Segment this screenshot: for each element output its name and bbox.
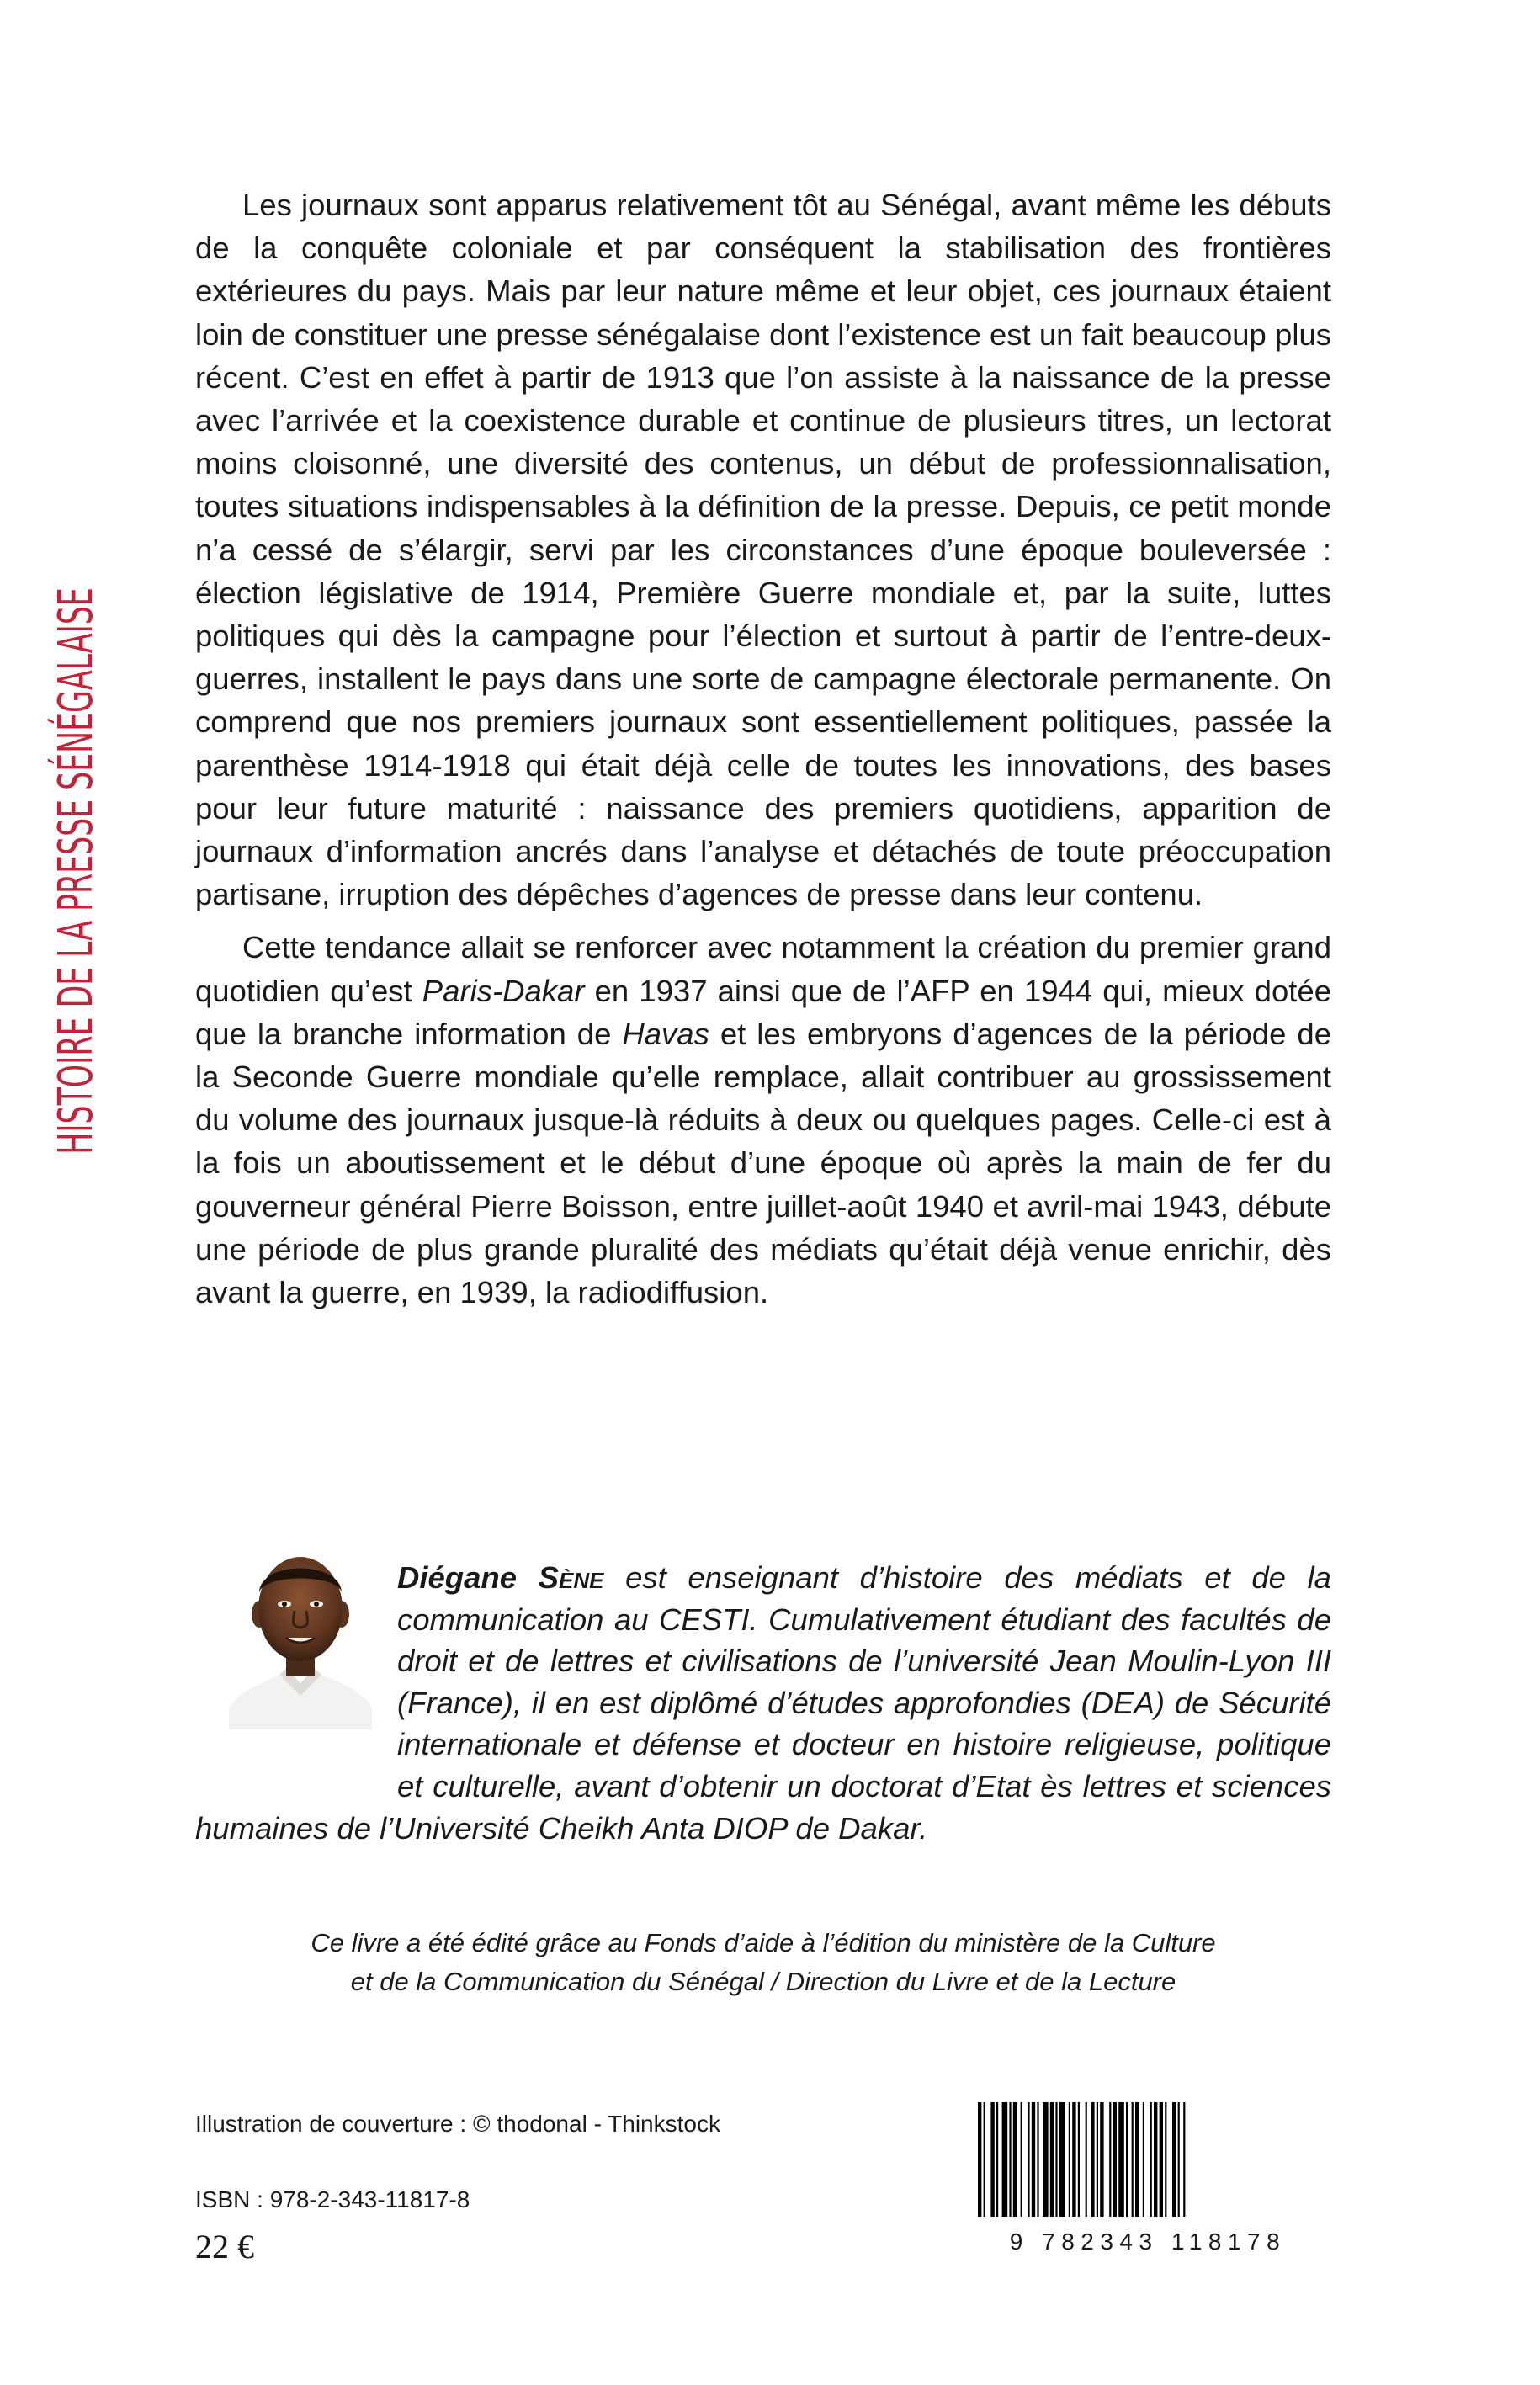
barcode-bar [1059, 2102, 1065, 2220]
barcode-bar [996, 2102, 998, 2220]
author-last-name: Sène [538, 1560, 604, 1595]
barcode-bar [1021, 2102, 1022, 2220]
barcode-bar [1160, 2102, 1163, 2220]
funding-line-1: Ce livre a été édité grâce au Fonds d’aide à l’édition du ministère de la Culture [311, 1928, 1216, 1957]
barcode-bar [1072, 2102, 1075, 2220]
barcode-bar [1172, 2102, 1176, 2220]
author-bio-text: est enseignant d’histoire des médiats et de la communication au CESTI. Cumulativement étudiant des facultés de droit et de lettres et civilisations de l’université Jean Moulin-Lyon III (France), il en est diplômé d’études approfondies (DEA) de Sécurité internationale et défense et docteur en histoire religieuse, politique et culturelle, avant d’obtenir un doctorat d’Etat ès lettres et sciences humaines de l’Université Cheikh Anta DIOP de Dakar. [195, 1560, 1331, 1846]
paragraph-2: Cette tendance allait se renforcer avec notamment la création du premier grand quotidien qu’est Paris-Dakar en 1937 ainsi que de l’AFP en 1944 qui, mieux dotée que la branche information de Havas et les embryons d’agences de la période de la Seconde Guerre mondiale qu’elle remplace, allait contribuer au grossissement du volume des journaux jusque-là réduits à deux ou quelques pages. Celle-ci est à la fois un aboutissement et le début d’une époque où après la main de fer du gouverneur général Pierre Boisson, entre juillet-août 1940 et avril-mai 1943, débute une période de plus grande pluralité des médiats qu’était déjà venue enrichir, dès avant la guerre, en 1939, la radiodiffusion. [195, 930, 1331, 1310]
barcode-bar [1109, 2102, 1111, 2220]
price: 22 € [195, 2228, 254, 2265]
barcode-bar [1055, 2102, 1057, 2220]
spine-title: HISTOIRE DE LA PRESSE SÉNÉGALAISE [48, 587, 104, 1155]
barcode-bar [1078, 2102, 1080, 2220]
funding-note [195, 1924, 1331, 2001]
barcode-bar [1032, 2102, 1035, 2220]
barcode-bar [1043, 2102, 1049, 2220]
barcode-bar [1069, 2102, 1070, 2220]
barcode-bar [1013, 2102, 1017, 2220]
barcode-bar [1009, 2102, 1011, 2220]
barcode-bar [1091, 2102, 1094, 2220]
barcode-bar [1028, 2102, 1029, 2220]
barcode-bar [1132, 2102, 1134, 2220]
barcode-bar [990, 2102, 994, 2220]
barcode-bar [1135, 2102, 1139, 2220]
illustration-credit: Illustration de couverture : © thodonal - Thinkstock [195, 2111, 720, 2137]
author-first-name: Diégane [397, 1560, 517, 1595]
paragraph-1: Les journaux sont apparus relativement tôt au Sénégal, avant même les débuts de la conquête coloniale et par conséquent la stabilisation des frontières extérieures du pays. Mais par leur nature même et leur objet, ces journaux étaient loin de constituer une presse sénégalaise dont l’existence est un fait beaucoup plus récent. C’est en effet à partir de 1913 que l’on assiste à la naissance de la presse avec l’arrivée et la coexistence durable et continue de plusieurs titres, un lectorat moins cloisonné, une diversité des contenus, un début de professionnalisation, toutes situations indispensables à la définition de la presse. Depuis, ce petit monde n’a cessé de s’élargir, servi par les circonstances d’une époque bouleversée : élection législative de 1914, Première Guerre mondiale et, par la suite, luttes politiques qui dès la campagne pour l’élection et surtout à partir de l’entre-deux-guerres, installent le pays dans une sorte de campagne électorale permanente. On comprend que nos premiers journaux sont essentiellement politiques, passée la parenthèse 1914-1918 qui était déjà celle de toutes les innovations, des bases pour leur future maturité : naissance des premiers quotidiens, apparition de journaux d’information ancrés dans l’analyse et détachés de toute préoccupation partisane, irruption des dépêches d’agences de presse dans leur contenu. [195, 188, 1331, 912]
barcode-bar [1050, 2102, 1054, 2220]
isbn: ISBN : 978-2-343-11817-8 [195, 2186, 470, 2212]
barcode-bar [1118, 2102, 1124, 2220]
barcode-bar [1165, 2102, 1166, 2220]
author-bio [195, 1557, 1331, 1849]
barcode-bar [1126, 2102, 1128, 2220]
barcode-digits: 9 782343 118178 [1009, 2228, 1287, 2255]
barcode-bar [1002, 2102, 1008, 2220]
barcode-bar [1037, 2102, 1038, 2220]
barcode-bar [1154, 2102, 1157, 2220]
title-havas: Havas [622, 1016, 709, 1051]
barcode-bar [1113, 2102, 1117, 2220]
title-paris-dakar: Paris-Dakar [422, 973, 585, 1008]
barcode-bar [1100, 2102, 1103, 2220]
barcode-bar [1150, 2102, 1152, 2220]
back-cover-text [195, 183, 1331, 1314]
barcode-bar [1097, 2102, 1098, 2220]
photo-spacer [195, 1557, 397, 1767]
funding-line-2: et de la Communication du Sénégal / Direction du Livre et de la Lecture [350, 1967, 1176, 1996]
barcode-bar [1143, 2102, 1144, 2220]
